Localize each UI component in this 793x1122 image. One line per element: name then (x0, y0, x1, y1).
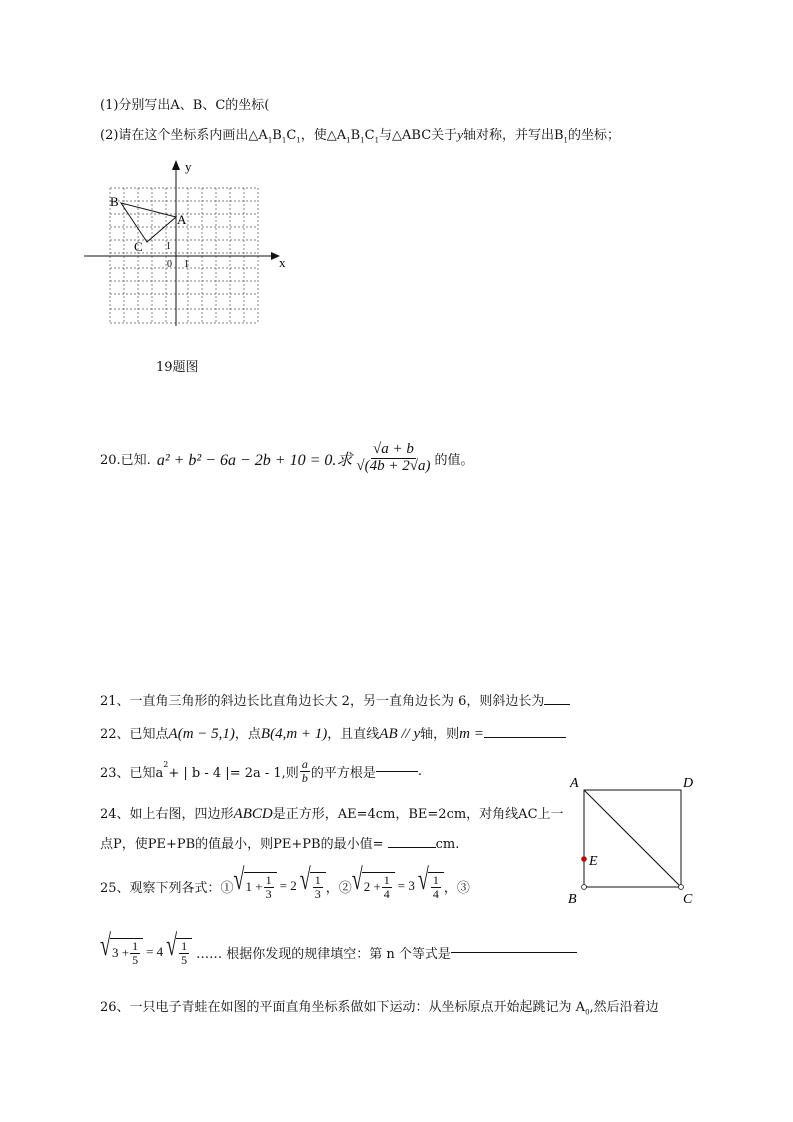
diagonal-ac (584, 790, 681, 887)
q19-coordinate-graph (80, 150, 300, 330)
q24-answer-blank[interactable] (388, 847, 436, 848)
q25-line2: √ 3 + $\frac{1}{5}$ = 4 √ $\frac{1}{5}$ …… 根据你发现的规律填空：第 n 个等式是 (100, 938, 577, 966)
point-c-label: C (134, 239, 143, 254)
origin-label: 0 (167, 259, 172, 270)
x-axis-label: x (279, 255, 286, 270)
point-e (581, 856, 587, 862)
q26: 26、一只电子青蛙在如图的平面直角坐标系做如下运动：从坐标原点开始起跳记为 $A_0$,然后沿着边 (100, 1000, 659, 1017)
q24-line1: 24、如上右图，四边形ABCD是正方形，AE=4cm，BE=2cm，对角线AC上一 (100, 806, 564, 822)
square-abcd-figure (562, 770, 712, 910)
q23-answer-blank[interactable] (376, 771, 418, 772)
q25-expr-1-right: √ $\frac{1}{3}$ (300, 872, 326, 900)
label-a: A (570, 776, 579, 791)
q19-caption: 19题图 (156, 360, 199, 375)
q25-answer-blank[interactable] (451, 952, 577, 953)
q24-line2: 点P，使PE+PB的值最小，则PE+PB的最小值= cm. (100, 837, 460, 852)
q22-answer-blank[interactable] (484, 737, 566, 738)
y-axis-label: y (185, 159, 192, 174)
triangle-abc (121, 203, 176, 242)
x-tick-label: 1 (184, 259, 189, 270)
label-c: C (683, 892, 693, 907)
q20-fraction: $\frac{√a + b}{√(4b + 2√a)}$ (356, 441, 431, 474)
q25-expr-2-right: √ $\frac{1}{4}$ (418, 872, 444, 900)
q21-answer-blank[interactable] (544, 704, 570, 705)
point-a-label: A (177, 212, 187, 227)
q23-fraction: $\frac{a}{b}$ (301, 757, 308, 785)
q25-expr-3-right: √ $\frac{1}{5}$ (166, 938, 192, 966)
label-b: B (568, 892, 577, 907)
y-axis-arrow (172, 160, 180, 170)
q21: 21、一直角三角形的斜边长比直角边长大 2，另一直角边长为 6，则斜边长为 (100, 690, 570, 709)
q25-line1: 25、观察下列各式：① √ 1 + $\frac{1}{3}$ = 2 √ $\frac{1}{3}$ ，② √ 2 + $\frac{1}{4}$ = 3 √ $\frac{1}{4}$ ，③ (100, 863, 470, 901)
q19-part1: (1)分别写出A、B、C的坐标( (100, 98, 270, 113)
q22: 22、已知点A(m − 5,1)，点B(4,m + 1)，且直线AB // y轴，则m = (100, 723, 566, 743)
point-c (679, 885, 684, 890)
q25-expr-3-left: √ 3 + $\frac{1}{5}$ (100, 938, 143, 966)
label-e: E (589, 854, 598, 869)
q25-expr-2-left: √ 2 + $\frac{1}{4}$ (352, 872, 395, 900)
q19-part2: (2)请在这个坐标系内画出$\triangle A_1B_1C_1$，使$\triangle A_1B_1C_1$与△ABC关于y轴对称，并写出$B_1$的坐标； (100, 127, 621, 145)
q20: 20.已知. a² + b² − 6a − 2b + 10 = 0.求 $\frac{√a + b}{√(4b + 2√a)}$ 的值。 (100, 441, 474, 474)
y-tick-label: 1 (166, 241, 171, 252)
q23: 23、已知a $^2$ + | b - 4 |= 2a - 1,则 $\frac{a}{b}$ 的平方根是 . (100, 757, 422, 785)
point-b (582, 885, 587, 890)
q25-expr-1-left: √ 1 + $\frac{1}{3}$ (234, 872, 277, 900)
point-b-label: B (110, 194, 119, 209)
label-d: D (683, 776, 694, 791)
